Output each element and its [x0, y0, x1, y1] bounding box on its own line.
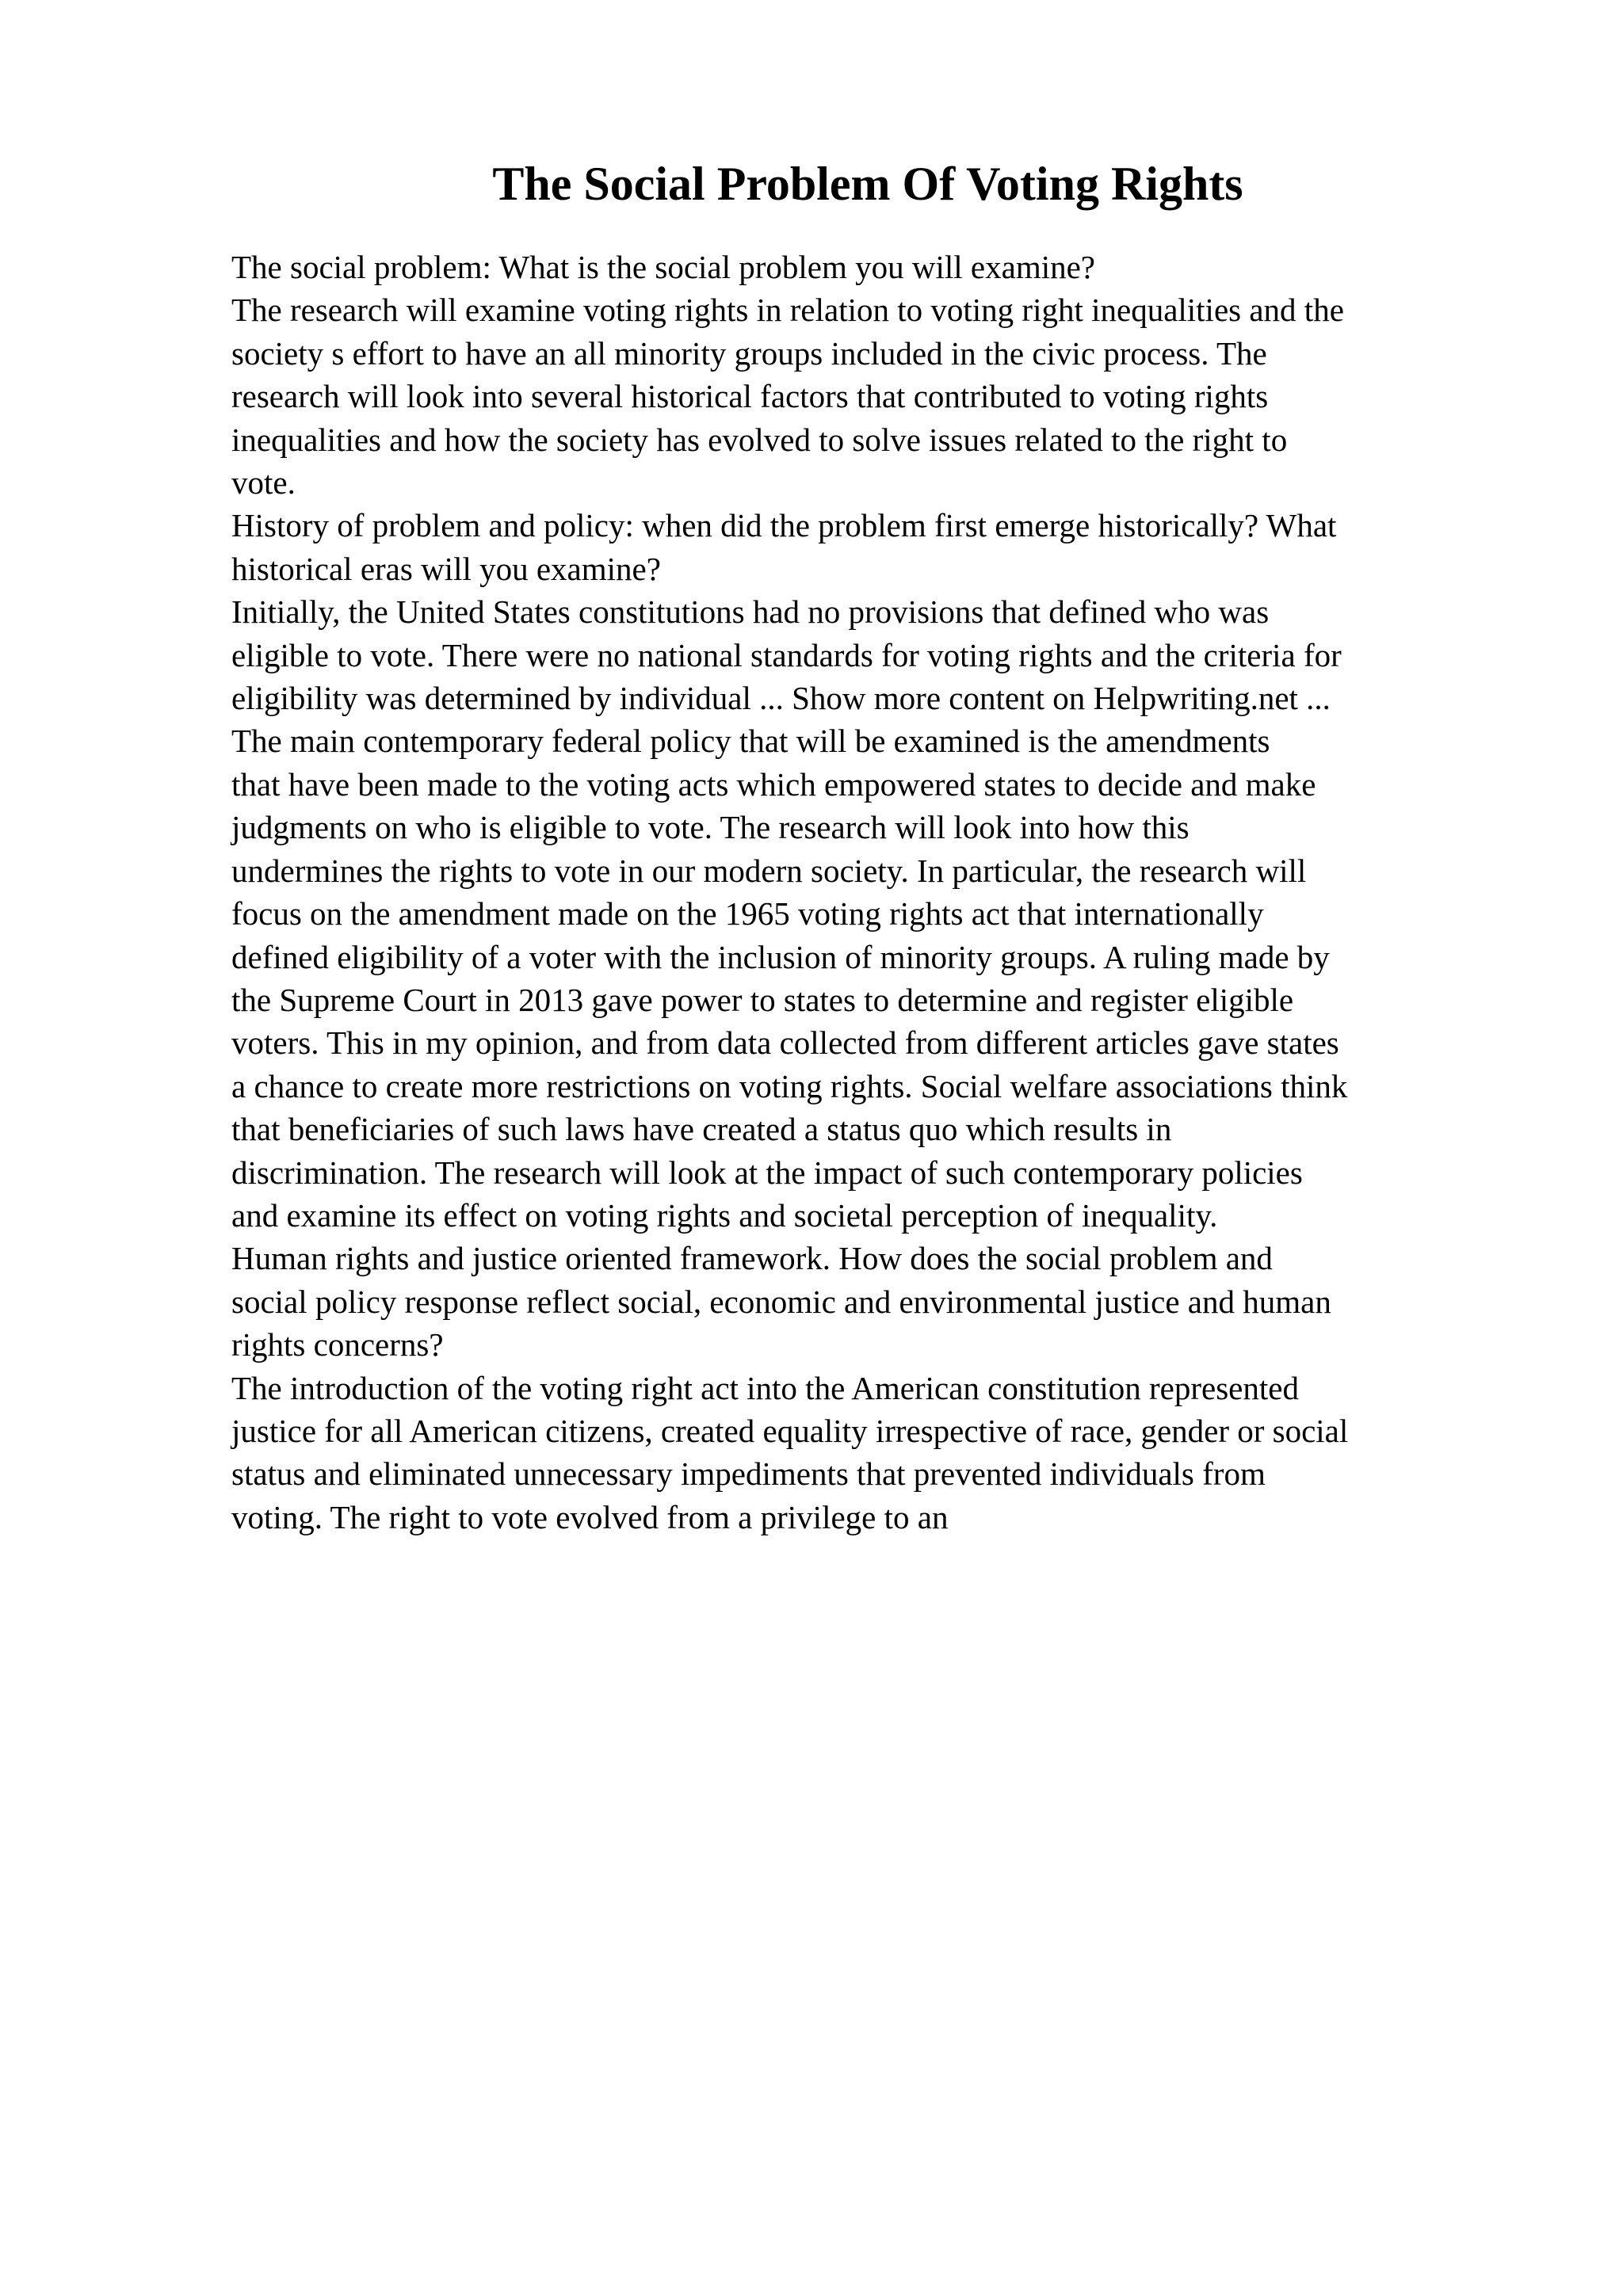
text-line: The research will examine voting rights in relation to voting right inequalities and the [231, 292, 1344, 329]
text-line: defined eligibility of a voter with the inclusion of minority groups. A ruling made by [231, 938, 1330, 975]
text-line: focus on the amendment made on the 1965 voting rights act that internationally [231, 895, 1264, 933]
text-line: justice for all American citizens, created equality irrespective of race, gender or social [231, 1412, 1349, 1449]
text-line: the Supreme Court in 2013 gave power to states to determine and register eligible [231, 981, 1294, 1018]
text-line: inequalities and how the society has evolved to solve issues related to the right to [231, 421, 1288, 458]
text-line: eligible to vote. There were no national standards for voting rights and the criteria for [231, 636, 1342, 673]
body-text [231, 246, 1515, 1539]
text-line: historical eras will you examine? [231, 550, 661, 587]
text-line: vote. [231, 464, 296, 502]
text-line: a chance to create more restrictions on voting rights. Social welfare associations think [231, 1067, 1348, 1104]
text-line: undermines the rights to vote in our modern society. In particular, the research will [231, 852, 1307, 889]
text-line: The main contemporary federal policy that will be examined is the amendments [231, 723, 1270, 760]
page-title: The Social Problem Of Voting Rights [492, 158, 1243, 210]
text-line: History of problem and policy: when did the problem first emerge historically? What [231, 507, 1337, 544]
text-line: Human rights and justice oriented framework. How does the social problem and [231, 1240, 1273, 1277]
text-line: The social problem: What is the social problem you will examine? [231, 249, 1096, 285]
text-line: and examine its effect on voting rights and societal perception of inequality. [231, 1196, 1218, 1234]
text-line: voters. This in my opinion, and from data collected from different articles gave states [231, 1024, 1339, 1062]
text-line: that have been made to the voting acts which empowered states to decide and make [231, 765, 1316, 803]
text-line: rights concerns? [231, 1326, 444, 1363]
text-line: Initially, the United States constitutions had no provisions that defined who was [231, 593, 1270, 631]
text-line: voting. The right to vote evolved from a privilege to an [231, 1498, 949, 1535]
text-line: status and eliminated unnecessary impediments that prevented individuals from [231, 1455, 1266, 1493]
text-line: eligibility was determined by individual ... Show more content on Helpwriting.net ... [231, 680, 1331, 717]
text-line: social policy response reflect social, economic and environmental justice and human [231, 1283, 1331, 1320]
text-line: society s effort to have an all minority groups included in the civic process. The [231, 334, 1267, 372]
text-line: The introduction of the voting right act into the American constitution represented [231, 1369, 1299, 1406]
text-line: judgments on who is eligible to vote. The research will look into how this [231, 809, 1190, 846]
text-line: that beneficiaries of such laws have created a status quo which results in [231, 1111, 1172, 1148]
text-line: research will look into several historical factors that contributed to voting rights [231, 378, 1269, 415]
text-line: discrimination. The research will look at the impact of such contemporary policies [231, 1154, 1303, 1191]
